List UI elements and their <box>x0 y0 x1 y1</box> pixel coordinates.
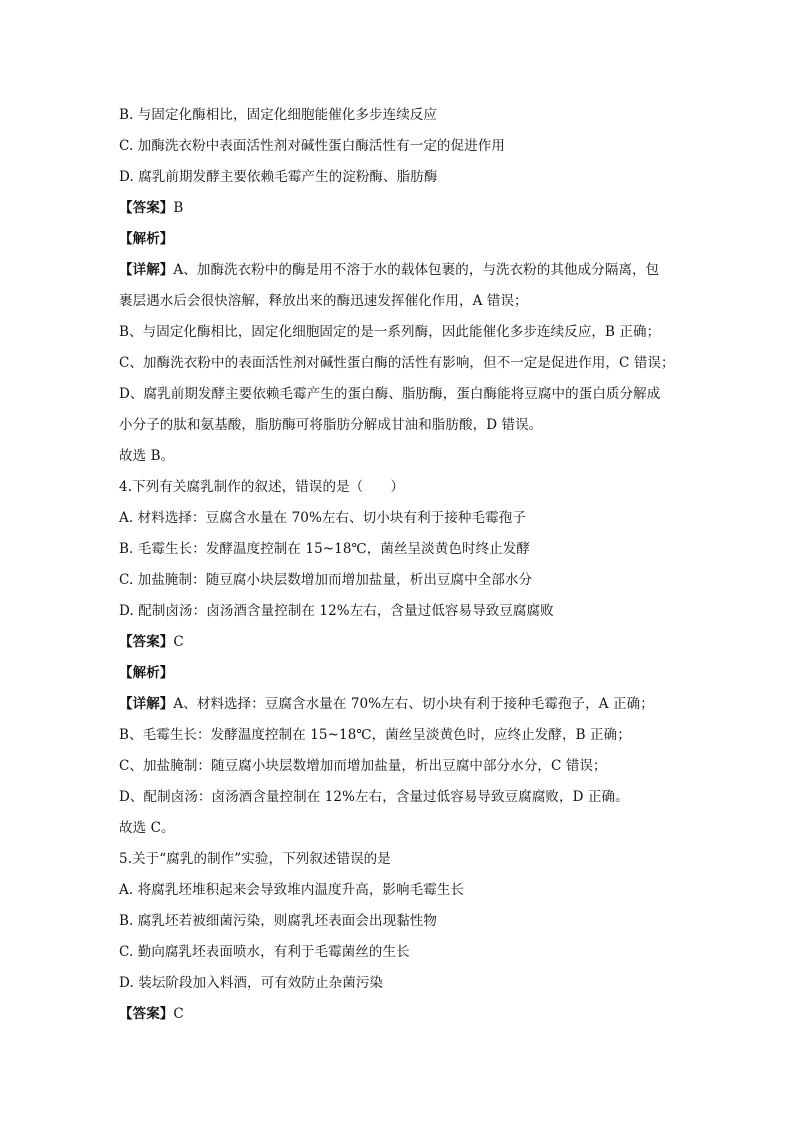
q3-analysis-heading <box>119 224 679 255</box>
answer-value: C <box>173 634 184 650</box>
answer-tag: 【答案】 <box>119 1006 174 1022</box>
q4-analysis-heading <box>119 658 679 689</box>
q3-option-d: D. 腐乳前期发酵主要依赖毛霉产生的淀粉酶、脂肪酶 <box>119 169 438 185</box>
q3-detail-a-line1 <box>119 255 679 286</box>
answer-value: B <box>173 200 184 216</box>
detail-tag: 【详解】 <box>119 262 174 278</box>
q4-answer <box>119 627 679 658</box>
detail-tag: 【详解】 <box>119 696 174 712</box>
q4-conclusion: 故选 C。 <box>119 820 175 836</box>
q3-conclusion: 故选 B。 <box>119 448 175 464</box>
analysis-tag: 【解析】 <box>119 231 174 247</box>
q3-option-c: C. 加酶洗衣粉中表面活性剂对碱性蛋白酶活性有一定的促进作用 <box>119 138 505 154</box>
q3-answer <box>119 193 679 224</box>
detail-text: A、加酶洗衣粉中的酶是用不溶于水的载体包裹的，与洗衣粉的其他成分隔离，包 <box>173 262 660 278</box>
q5-option-c: C. 勤向腐乳坯表面喷水，有利于毛霉菌丝的生长 <box>119 944 410 960</box>
q5-answer <box>119 999 679 1030</box>
q3-option-b: B. 与固定化酶相比，固定化细胞能催化多步连续反应 <box>119 107 438 123</box>
document-page <box>119 100 679 1030</box>
q4-detail-d: D、配制卤汤：卤汤酒含量控制在 12%左右，含量过低容易导致豆腐腐败，D 正确。 <box>119 789 629 805</box>
q3-detail-d-line2: 小分子的肽和氨基酸，脂肪酶可将脂肪分解成甘油和脂肪酸，D 错误。 <box>119 417 543 433</box>
q3-detail-d-line1: D、腐乳前期发酵主要依赖毛霉产生的蛋白酶、脂肪酶，蛋白酶能将豆腐中的蛋白质分解成 <box>119 386 661 402</box>
q5-stem: 5.关于“腐乳的制作”实验，下列叙述错误的是 <box>119 851 391 867</box>
q4-option-c: C. 加盐腌制：随豆腐小块层数增加而增加盐量，析出豆腐中全部水分 <box>119 572 533 588</box>
q4-option-b: B. 毛霉生长：发酵温度控制在 15~18℃，菌丝呈淡黄色时终止发酵 <box>119 541 530 557</box>
answer-tag: 【答案】 <box>119 200 174 216</box>
analysis-tag: 【解析】 <box>119 665 174 681</box>
answer-value: C <box>173 1006 184 1022</box>
q4-detail-a <box>119 689 679 720</box>
q4-option-d: D. 配制卤汤：卤汤酒含量控制在 12%左右，含量过低容易导致豆腐腐败 <box>119 603 554 619</box>
q5-option-b: B. 腐乳坯若被细菌污染，则腐乳坯表面会出现黏性物 <box>119 913 438 929</box>
q4-option-a: A. 材料选择：豆腐含水量在 70%左右、切小块有利于接种毛霉孢子 <box>119 510 526 526</box>
q4-detail-b: B、毛霉生长：发酵温度控制在 15~18℃，菌丝呈淡黄色时，应终止发酵，B 正确； <box>119 727 631 743</box>
q4-detail-c: C、加盐腌制：随豆腐小块层数增加而增加盐量，析出豆腐中部分水分，C 错误； <box>119 758 607 774</box>
detail-text: A、材料选择：豆腐含水量在 70%左右、切小块有利于接种毛霉孢子，A 正确； <box>173 696 654 712</box>
q3-detail-a-line2: 裹层遇水后会很快溶解，释放出来的酶迅速发挥催化作用，A 错误； <box>119 293 528 309</box>
q3-detail-b: B、与固定化酶相比，固定化细胞固定的是一系列酶，因此能催化多步连续反应，B 正确； <box>119 324 661 340</box>
q5-option-d: D. 装坛阶段加入料酒，可有效防止杂菌污染 <box>119 975 384 991</box>
q5-option-a: A. 将腐乳坯堆积起来会导致堆内温度升高，影响毛霉生长 <box>119 882 465 898</box>
answer-tag: 【答案】 <box>119 634 174 650</box>
q3-detail-c: C、加酶洗衣粉中的表面活性剂对碱性蛋白酶的活性有影响，但不一定是促进作用，C 错误； <box>119 355 675 371</box>
q4-stem: 4.下列有关腐乳制作的叙述，错误的是（ ） <box>119 479 405 495</box>
